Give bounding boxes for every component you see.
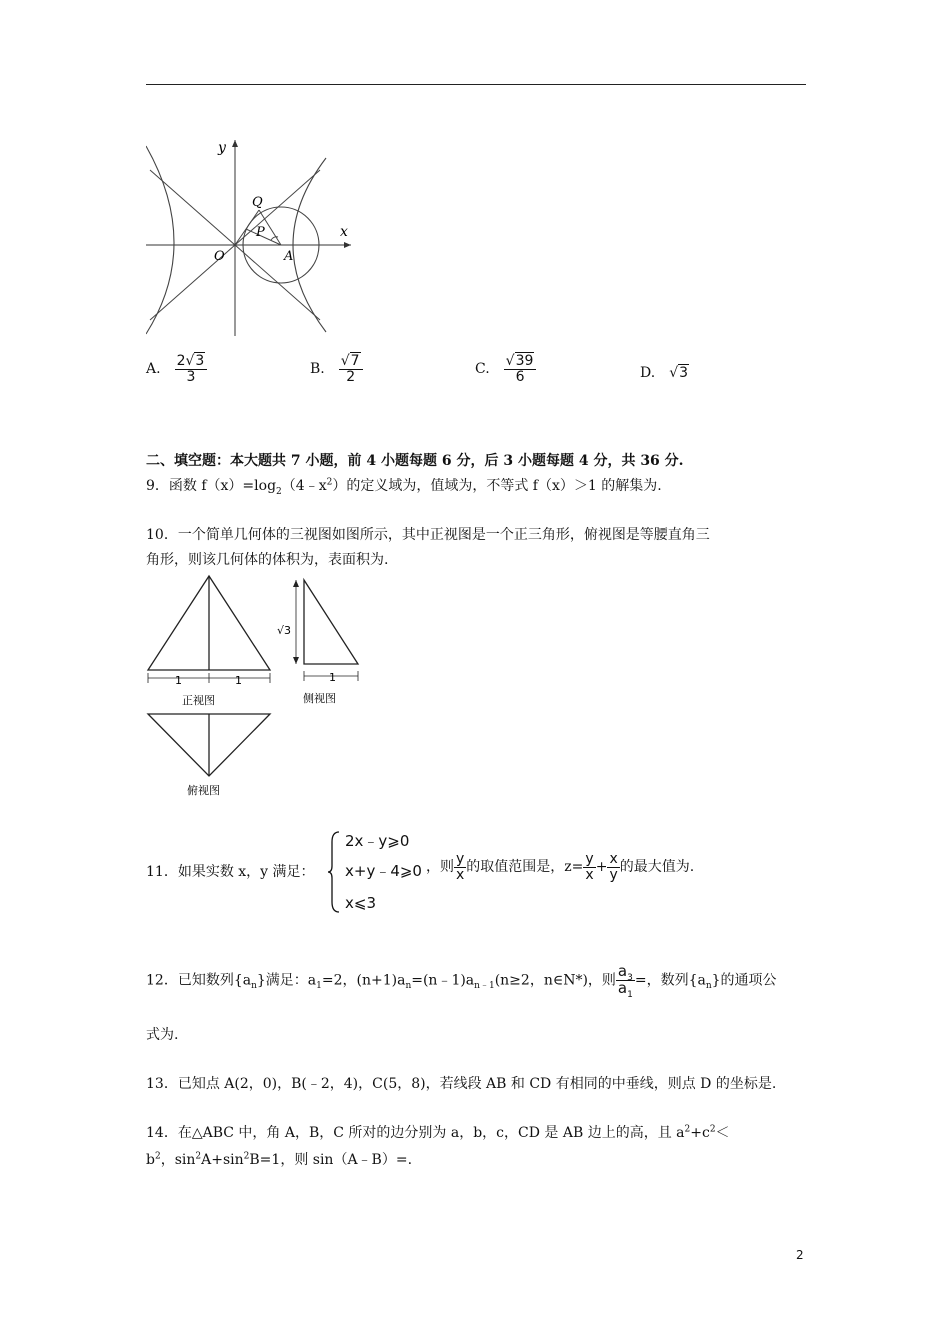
q11-constraint-1: 2x﹣y⩾0 bbox=[345, 832, 410, 850]
option-d: D. √3 bbox=[640, 365, 689, 381]
question-14-line2: $b^2$，$\sin^2A+\sin^2B=1$，则 sin（A﹣B）=. bbox=[146, 1151, 413, 1168]
point-p-label: P bbox=[256, 225, 265, 240]
side-dim-1: 1 bbox=[329, 671, 336, 684]
top-view-label: 俯视图 bbox=[187, 784, 220, 797]
section-heading: 二、填空题：本大题共 7 小题，前 4 小题每题 6 分，后 3 小题每题 4 分，共 36 分. bbox=[146, 453, 684, 469]
question-12-line2: 式为. bbox=[146, 1027, 179, 1043]
question-11-prefix: 11．如果实数 x，y 满足： bbox=[146, 864, 315, 880]
question-12-line1: 12．已知数列$\{a_n\}$满足：$a_1=2$，$(n+1)a_n=(n﹣1)a_{n﹣1}(n\ge 2$，n∈N*)，则 $\frac{a_3}{a_1}$ =，数列$\{a_n\}$的通项公 bbox=[146, 962, 777, 1000]
option-b: B. $\frac{√7}{2}$ bbox=[310, 354, 363, 384]
q11-constraint-2: x+y﹣4⩾0 bbox=[345, 862, 422, 880]
question-10-line1: 10．一个简单几何体的三视图如图所示，其中正视图是一个正三角形，俯视图是等腰直角三 bbox=[146, 527, 710, 543]
question-13: 13．已知点 A(2，0)，B(﹣2，4)，C(5，8)，若线段 AB 和 CD 有相同的中垂线，则点 D 的坐标是. bbox=[146, 1076, 777, 1092]
option-a: A. $\frac{2√3}{3}$ bbox=[146, 354, 207, 384]
axis-y-label: y bbox=[218, 140, 226, 156]
front-view-label: 正视图 bbox=[182, 694, 215, 707]
question-9: 9．函数 $f(x)=\log_2(4﹣x^2)$的定义域为，值域为，不等式 f（x）＞1 的解集为. bbox=[146, 477, 662, 497]
three-view-figure bbox=[146, 572, 376, 798]
header-rule bbox=[146, 84, 806, 85]
side-dim-sqrt: √3 bbox=[277, 624, 292, 637]
option-c: C. $\frac{√39}{6}$ bbox=[475, 354, 536, 384]
question-11-rest: ，则 $\frac{y}{x}$ 的取值范围是，z= $\frac{y}{x}$ + $\frac{x}{y}$ 的最大值为. bbox=[426, 851, 695, 883]
page-number: 2 bbox=[796, 1248, 804, 1262]
side-view-label: 侧视图 bbox=[303, 692, 336, 705]
hyperbola-figure bbox=[146, 136, 356, 336]
front-dim-1: 1 bbox=[175, 674, 182, 687]
point-a-label: A bbox=[284, 249, 294, 264]
side-dim-radicand: 3 bbox=[284, 624, 292, 637]
axis-x-label: x bbox=[340, 224, 348, 240]
q11-constraint-3: x⩽3 bbox=[345, 894, 376, 912]
front-dim-2: 1 bbox=[235, 674, 242, 687]
question-14-line1: 14．在△ABC 中，角 A，B，C 所对的边分别为 a，b，c，CD 是 AB 边上的高，且 $a^2+c^2<$ bbox=[146, 1124, 730, 1141]
question-10-line2: 角形，则该几何体的体积为，表面积为. bbox=[146, 552, 389, 568]
point-q-label: Q bbox=[252, 195, 263, 210]
point-o-label: O bbox=[214, 249, 225, 264]
q11-brace bbox=[328, 830, 340, 914]
